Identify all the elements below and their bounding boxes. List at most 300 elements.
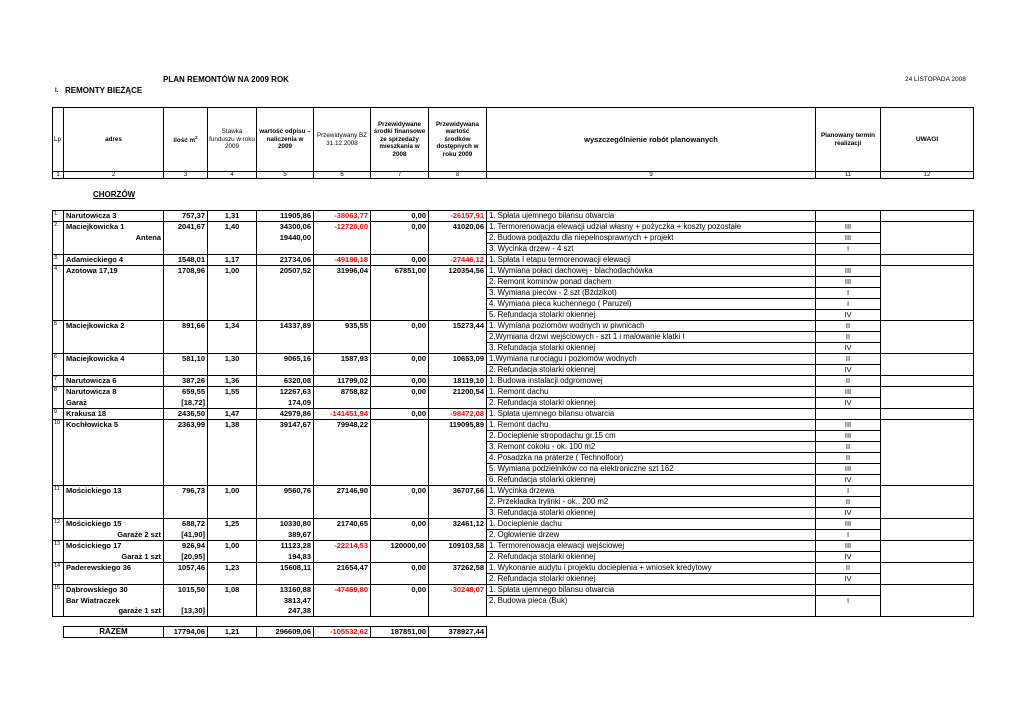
cell-bz: 21740,65 [314, 519, 371, 530]
cell-lp [53, 552, 64, 563]
cell-stawka [208, 552, 257, 563]
cell-uwagi [881, 420, 974, 431]
cell-opis: 2. Docieplenie stropodachu gr.15 cm [487, 431, 816, 442]
cell-bz [314, 332, 371, 343]
cell-stawka [208, 343, 257, 354]
cell-termin: I [816, 596, 881, 607]
header-line: ilość m [173, 137, 196, 145]
header-line: funduszu w roku [209, 135, 255, 143]
cell-dostepne [429, 530, 487, 541]
cell-bz [314, 606, 371, 617]
cell-srodki [371, 233, 429, 244]
cell-lp: 4 [53, 266, 64, 277]
cell-wartosc [257, 277, 314, 288]
cell-wartosc: 11123,28 [257, 541, 314, 552]
cell-termin: IV [816, 574, 881, 585]
cell-opis: 1. Docieplenie dachu [487, 519, 816, 530]
cell-uwagi [881, 596, 974, 607]
table-row [53, 332, 974, 343]
cell-ilosc: [41,90] [164, 530, 208, 541]
cell-termin: I [816, 244, 881, 255]
cell-adres: Paderewskiego 36 [64, 563, 164, 574]
cell-opis: 1. Wycinka drzewa [487, 486, 816, 497]
cell-uwagi [881, 552, 974, 563]
cell-dostepne: 37262,58 [429, 563, 487, 574]
cell-adres: Garaż [64, 398, 164, 409]
total-ilosc: 17794,06 [164, 627, 208, 638]
cell-termin: II [816, 332, 881, 343]
cell-adres: Narutowicza 3 [64, 211, 164, 222]
table-row [53, 508, 974, 519]
cell-lp [53, 574, 64, 585]
cell-srodki: 0,00 [371, 387, 429, 398]
page-title: PLAN REMONTÓW NA 2009 ROK [163, 75, 289, 84]
cell-wartosc [257, 299, 314, 310]
cell-stawka [208, 365, 257, 376]
column-number: 11 [816, 172, 881, 179]
cell-dostepne [429, 332, 487, 343]
column-number: 3 [164, 172, 208, 179]
cell-uwagi [881, 387, 974, 398]
cell-adres: Bar Wiatraczek [64, 596, 164, 607]
cell-lp [53, 343, 64, 354]
cell-ilosc: 659,55 [164, 387, 208, 398]
header-line: roku 2009 [442, 150, 473, 158]
cell-opis: 2. Ogłowienie drzew [487, 530, 816, 541]
cell-srodki [371, 420, 429, 431]
cell-srodki [371, 508, 429, 519]
cell-dostepne: 21200,54 [429, 387, 487, 398]
cell-adres: Antena [64, 233, 164, 244]
total-stawka: 1,21 [208, 627, 257, 638]
cell-adres [64, 365, 164, 376]
cell-adres: Mościckiego 17 [64, 541, 164, 552]
cell-srodki: 0,00 [371, 222, 429, 233]
table-row [53, 530, 974, 541]
totals-row [63, 626, 487, 638]
table-row [53, 398, 974, 409]
cell-dostepne: 120354,56 [429, 266, 487, 277]
header-superscript: 2 [195, 135, 198, 141]
cell-srodki [371, 464, 429, 475]
col-adres-header: adres [64, 108, 164, 172]
cell-dostepne [429, 453, 487, 464]
column-number: 9 [487, 172, 816, 179]
cell-dostepne: 15273,44 [429, 321, 487, 332]
section-number: I. [55, 88, 59, 94]
header-line: ze sprzedaży [380, 135, 419, 143]
cell-termin: II [816, 321, 881, 332]
cell-ilosc: 757,37 [164, 211, 208, 222]
cell-wartosc: 9065,16 [257, 354, 314, 365]
cell-dostepne [429, 277, 487, 288]
cell-stawka: 1,36 [208, 376, 257, 387]
cell-srodki [371, 606, 429, 617]
cell-ilosc [164, 475, 208, 486]
cell-stawka [208, 299, 257, 310]
table-row [53, 288, 974, 299]
column-number-row [53, 172, 974, 179]
cell-dostepne: 109103,58 [429, 541, 487, 552]
cell-ilosc [164, 233, 208, 244]
cell-uwagi [881, 606, 974, 617]
cell-stawka: 1,08 [208, 585, 257, 596]
cell-opis: 1. Wymiana poziomów wodnych w piwnicach [487, 321, 816, 332]
cell-srodki [371, 288, 429, 299]
cell-termin: II [816, 354, 881, 365]
cell-uwagi [881, 376, 974, 387]
cell-dostepne [429, 508, 487, 519]
col-bz-header [314, 108, 371, 172]
cell-srodki [371, 277, 429, 288]
cell-lp [53, 431, 64, 442]
cell-opis: 4. Wymiana pieca kuchennego ( Paruzel) [487, 299, 816, 310]
cell-bz: -38063,77 [314, 211, 371, 222]
cell-dostepne [429, 310, 487, 321]
cell-opis: 5. Wymiana podzielników co na elektroniczne szt 162 [487, 464, 816, 475]
cell-termin [816, 409, 881, 420]
cell-ilosc [164, 277, 208, 288]
cell-adres: Garaże 2 szt [64, 530, 164, 541]
table-row [53, 420, 974, 431]
cell-termin: IV [816, 552, 881, 563]
cell-srodki: 0,00 [371, 519, 429, 530]
cell-dostepne [429, 464, 487, 475]
cell-wartosc [257, 332, 314, 343]
cell-ilosc [164, 574, 208, 585]
table-row [53, 464, 974, 475]
cell-opis: 1. Budowa instalacji odgromowej [487, 376, 816, 387]
cell-adres: Azotowa 17,19 [64, 266, 164, 277]
cell-stawka [208, 453, 257, 464]
header-line: Przewidywany BZ [316, 131, 368, 139]
table-row [53, 409, 974, 420]
table-row [53, 343, 974, 354]
cell-wartosc [257, 244, 314, 255]
cell-adres [64, 299, 164, 310]
cell-lp: 3. [53, 255, 64, 266]
cell-dostepne [429, 497, 487, 508]
cell-dostepne: -98472,08 [429, 409, 487, 420]
cell-stawka [208, 475, 257, 486]
cell-uwagi [881, 508, 974, 519]
cell-lp [53, 310, 64, 321]
cell-termin: IV [816, 398, 881, 409]
cell-uwagi [881, 453, 974, 464]
cell-termin: I [816, 299, 881, 310]
cell-bz [314, 299, 371, 310]
cell-stawka: 1,38 [208, 420, 257, 431]
cell-ilosc: 1708,96 [164, 266, 208, 277]
cell-uwagi [881, 541, 974, 552]
cell-ilosc: 2436,50 [164, 409, 208, 420]
cell-uwagi [881, 486, 974, 497]
cell-adres [64, 431, 164, 442]
cell-srodki: 0,00 [371, 486, 429, 497]
cell-ilosc: [18,72] [164, 398, 208, 409]
cell-wartosc: 10330,80 [257, 519, 314, 530]
cell-bz [314, 365, 371, 376]
cell-termin: III [816, 222, 881, 233]
cell-wartosc: 174,09 [257, 398, 314, 409]
cell-adres [64, 508, 164, 519]
cell-lp [53, 475, 64, 486]
cell-wartosc [257, 431, 314, 442]
cell-opis: 2. Refundacja stolarki okiennej [487, 552, 816, 563]
cell-bz [314, 475, 371, 486]
cell-stawka: 1,00 [208, 541, 257, 552]
cell-termin: III [816, 519, 881, 530]
cell-uwagi [881, 409, 974, 420]
total-dostepne: 378927,44 [429, 627, 487, 638]
cell-stawka: 1,30 [208, 354, 257, 365]
cell-stawka: 1,23 [208, 563, 257, 574]
cell-bz: -49180,18 [314, 255, 371, 266]
cell-lp [53, 244, 64, 255]
cell-ilosc: 1057,46 [164, 563, 208, 574]
cell-adres: Maciejkowicka 2 [64, 321, 164, 332]
cell-srodki [371, 475, 429, 486]
cell-lp: 1. [53, 211, 64, 222]
cell-srodki [371, 343, 429, 354]
cell-uwagi [881, 398, 974, 409]
cell-dostepne: -27446,12 [429, 255, 487, 266]
cell-termin: III [816, 233, 881, 244]
cell-stawka [208, 464, 257, 475]
cell-ilosc: 387,26 [164, 376, 208, 387]
col-srodki-header [371, 108, 429, 172]
cell-bz [314, 343, 371, 354]
table-row [53, 244, 974, 255]
section-title: REMONTY BIEŻĄCE [65, 86, 143, 95]
cell-bz: 21654,47 [314, 563, 371, 574]
cell-dostepne [429, 299, 487, 310]
cell-ilosc [164, 453, 208, 464]
cell-wartosc [257, 475, 314, 486]
cell-stawka [208, 233, 257, 244]
cell-adres [64, 464, 164, 475]
cell-lp: 7 [53, 376, 64, 387]
cell-srodki [371, 431, 429, 442]
cell-ilosc [164, 508, 208, 519]
cell-termin: IV [816, 343, 881, 354]
cell-lp: 8 [53, 387, 64, 398]
cell-uwagi [881, 343, 974, 354]
col-lp-header: Lp [53, 108, 64, 172]
cell-wartosc: 21734,06 [257, 255, 314, 266]
cell-srodki [371, 442, 429, 453]
cell-adres [64, 332, 164, 343]
cell-opis: 1. Remont dachu [487, 387, 816, 398]
cell-lp [53, 288, 64, 299]
header-line: 31.12.2008 [326, 139, 358, 147]
cell-opis [487, 606, 816, 617]
cell-srodki [371, 244, 429, 255]
cell-opis: 2. Refundacja stolarki okiennej [487, 574, 816, 585]
cell-bz: 31996,04 [314, 266, 371, 277]
cell-bz: 1587,93 [314, 354, 371, 365]
cell-bz [314, 277, 371, 288]
table-row [53, 354, 974, 365]
cell-srodki: 0,00 [371, 255, 429, 266]
header-line: Przewidywane [377, 120, 422, 128]
col-dostepne-header [429, 108, 487, 172]
cell-srodki [371, 365, 429, 376]
cell-dostepne [429, 398, 487, 409]
cell-dostepne [429, 596, 487, 607]
header-line: wartość [445, 128, 470, 136]
cell-uwagi [881, 519, 974, 530]
cell-lp [53, 233, 64, 244]
header-line: wartość odpisu – [259, 128, 311, 136]
cell-bz [314, 530, 371, 541]
cell-ilosc: [13,30] [164, 606, 208, 617]
cell-ilosc [164, 332, 208, 343]
cell-termin: III [816, 464, 881, 475]
cell-termin: III [816, 431, 881, 442]
cell-lp: 9 [53, 409, 64, 420]
cell-stawka [208, 288, 257, 299]
cell-wartosc [257, 497, 314, 508]
cell-adres: Krakusa 18 [64, 409, 164, 420]
cell-srodki [371, 453, 429, 464]
cell-adres [64, 343, 164, 354]
cell-dostepne [429, 442, 487, 453]
cell-wartosc: 12267,63 [257, 387, 314, 398]
cell-lp [53, 365, 64, 376]
cell-uwagi [881, 288, 974, 299]
cell-opis: 5. Refundacja stolarki okiennej [487, 310, 816, 321]
cell-uwagi [881, 321, 974, 332]
table-row [53, 310, 974, 321]
cell-wartosc [257, 343, 314, 354]
header-line: 2009 [224, 143, 239, 151]
cell-opis: 1. Spłata ujemnego bilansu otwarcia [487, 585, 816, 596]
col-stawka-header [208, 108, 257, 172]
cell-uwagi [881, 244, 974, 255]
cell-uwagi [881, 475, 974, 486]
cell-wartosc: 42979,86 [257, 409, 314, 420]
table-row [53, 596, 974, 607]
cell-bz: 8758,82 [314, 387, 371, 398]
cell-bz [314, 442, 371, 453]
table-row [53, 211, 974, 222]
table-row [53, 277, 974, 288]
cell-uwagi [881, 222, 974, 233]
table-row [64, 627, 487, 638]
header-line: Stawka [221, 128, 243, 136]
cell-stawka: 1,00 [208, 486, 257, 497]
cell-bz [314, 596, 371, 607]
cell-termin: I [816, 288, 881, 299]
cell-bz [314, 453, 371, 464]
cell-opis: 1. Wymiana połaci dachowej - blachodachówka [487, 266, 816, 277]
cell-wartosc: 20507,52 [257, 266, 314, 277]
cell-opis: 1. Spłata ujemnego bilansu otwarcia [487, 211, 816, 222]
cell-srodki: 0,00 [371, 321, 429, 332]
cell-dostepne [429, 475, 487, 486]
cell-lp [53, 530, 64, 541]
cell-opis: 3. Wymiana pieców - 2 szt (Bździkot) [487, 288, 816, 299]
cell-opis: 3. Remont cokołu - ok. 100 m2 [487, 442, 816, 453]
cell-ilosc: 581,10 [164, 354, 208, 365]
cell-termin [816, 255, 881, 266]
cell-termin: III [816, 387, 881, 398]
cell-uwagi [881, 530, 974, 541]
cell-opis: 1. Spłata ujemnego bilansu otwarcia [487, 409, 816, 420]
cell-termin: II [816, 376, 881, 387]
cell-uwagi [881, 354, 974, 365]
cell-ilosc: [20,95] [164, 552, 208, 563]
cell-bz [314, 552, 371, 563]
cell-wartosc: 34300,06 [257, 222, 314, 233]
cell-opis: 3. Refundacja stolarki okiennej [487, 343, 816, 354]
cell-adres [64, 288, 164, 299]
total-label: RAZEM [64, 627, 164, 638]
cell-stawka [208, 442, 257, 453]
cell-termin: IV [816, 475, 881, 486]
cell-bz: 935,55 [314, 321, 371, 332]
cell-uwagi [881, 211, 974, 222]
cell-termin: III [816, 277, 881, 288]
col-uwagi-header: UWAGI [881, 108, 974, 172]
cell-lp [53, 277, 64, 288]
cell-srodki [371, 299, 429, 310]
cell-adres: Adamieckiego 4 [64, 255, 164, 266]
cell-uwagi [881, 442, 974, 453]
cell-bz: -141451,94 [314, 409, 371, 420]
cell-opis: 1. Wykonanie audytu i projektu docieplenia + wniosek kredytowy [487, 563, 816, 574]
cell-opis: 1.Wymiana rurociągu i poziomów wodnych [487, 354, 816, 365]
cell-ilosc: 1015,50 [164, 585, 208, 596]
cell-termin: IV [816, 365, 881, 376]
table-row [53, 431, 974, 442]
cell-stawka: 1,40 [208, 222, 257, 233]
table-row [53, 453, 974, 464]
cell-bz: -22214,53 [314, 541, 371, 552]
cell-adres [64, 475, 164, 486]
cell-lp: 13 [53, 541, 64, 552]
cell-stawka: 1,34 [208, 321, 257, 332]
cell-srodki: 0,00 [371, 409, 429, 420]
cell-ilosc: 891,66 [164, 321, 208, 332]
cell-opis: 2. Budowa pieca (Buk) [487, 596, 816, 607]
cell-termin: II [816, 453, 881, 464]
cell-wartosc [257, 310, 314, 321]
cell-wartosc [257, 508, 314, 519]
cell-dostepne [429, 431, 487, 442]
table-body [53, 211, 974, 617]
cell-termin: III [816, 266, 881, 277]
cell-ilosc [164, 310, 208, 321]
cell-dostepne: 18119,10 [429, 376, 487, 387]
cell-termin: I [816, 530, 881, 541]
cell-dostepne: 32461,12 [429, 519, 487, 530]
cell-stawka [208, 310, 257, 321]
cell-uwagi [881, 277, 974, 288]
cell-adres: Narutowicza 8 [64, 387, 164, 398]
cell-stawka [208, 596, 257, 607]
cell-bz [314, 508, 371, 519]
cell-lp: 6 [53, 354, 64, 365]
cell-adres: Mościckiego 13 [64, 486, 164, 497]
column-number: 7 [371, 172, 429, 179]
cell-opis: 1. Termorenowacja elewacji wejściowej [487, 541, 816, 552]
cell-bz: 11799,02 [314, 376, 371, 387]
cell-stawka [208, 332, 257, 343]
cell-adres: Dąbrowskiego 30 [64, 585, 164, 596]
cell-stawka [208, 530, 257, 541]
